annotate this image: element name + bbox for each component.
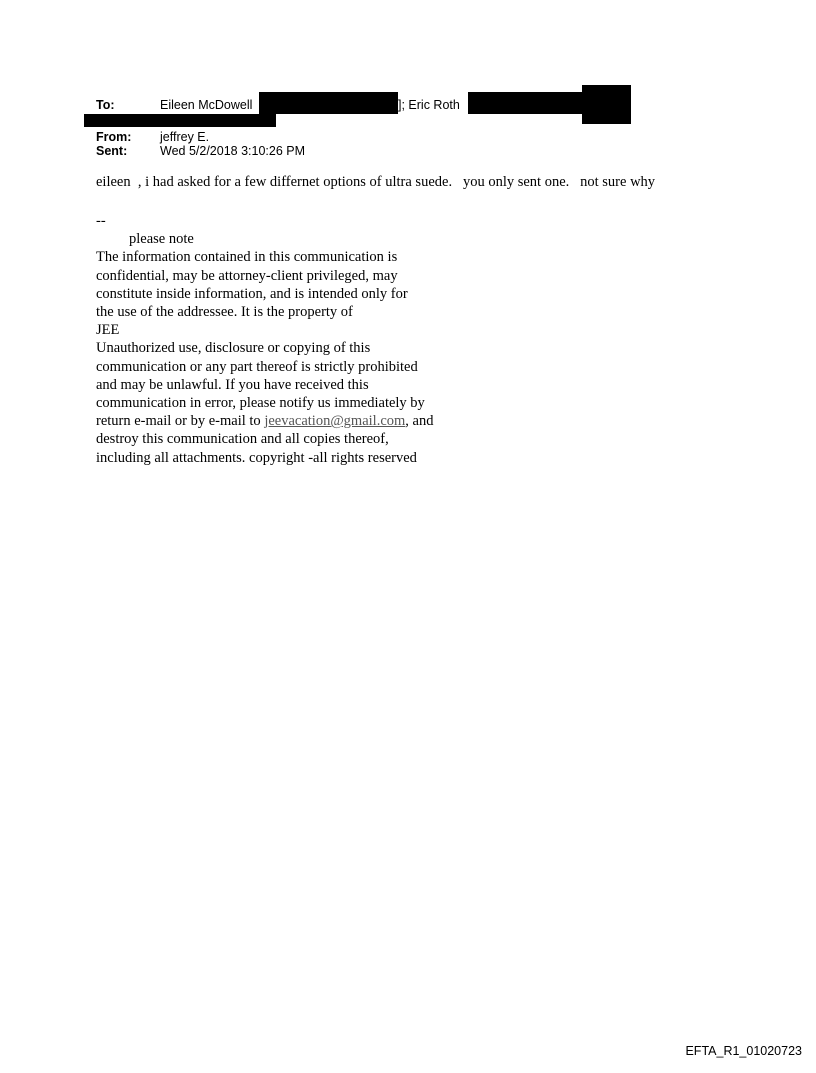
to-label: To: — [96, 98, 115, 112]
from-value: jeffrey E. — [160, 130, 210, 144]
sent-label: Sent: — [96, 144, 128, 158]
disclaimer-line: communication or any part thereof is strictly prohibited — [96, 358, 418, 375]
return-suffix: , and — [405, 413, 434, 430]
message-body: eileen , i had asked for a few differnet options of ultra suede. you only sent one. not sure why — [96, 174, 656, 190]
redaction-block — [84, 114, 276, 127]
disclaimer-line: constitute inside information, and is intended only for — [96, 285, 408, 302]
disclaimer-line: Unauthorized use, disclosure or copying of this — [96, 340, 371, 357]
disclaimer-line: communication in error, please notify us immediately by — [96, 395, 425, 412]
to-separator-recipient-2: ]; Eric Roth — [398, 98, 460, 112]
document-id: EFTA_R1_01020723 — [685, 1044, 802, 1058]
return-prefix: return e-mail or by e-mail to — [96, 413, 265, 430]
redaction-block — [582, 85, 631, 124]
disclaimer-line: and may be unlawful. If you have received this — [96, 376, 369, 393]
signature-dashes: -- — [96, 213, 106, 229]
disclaimer-line: including all attachments. copyright -all rights reserved — [96, 449, 417, 466]
signature-block — [96, 212, 433, 467]
disclaimer-line: confidential, may be attorney-client privileged, may — [96, 267, 398, 284]
to-recipient-1: Eileen McDowell — [160, 98, 253, 112]
sent-value: Wed 5/2/2018 3:10:26 PM — [160, 144, 306, 158]
email-link[interactable]: jeevacation@gmail.com — [264, 413, 406, 430]
please-note-line: please note — [129, 231, 194, 248]
disclaimer-line-with-email — [96, 412, 433, 430]
disclaimer-line: The information contained in this communication is — [96, 249, 398, 266]
disclaimer-line: the use of the addressee. It is the property of — [96, 304, 353, 321]
disclaimer-line: JEE — [96, 322, 120, 339]
disclaimer-line: destroy this communication and all copies thereof, — [96, 431, 389, 448]
redaction-block — [259, 92, 398, 114]
redaction-block — [468, 92, 583, 114]
from-label: From: — [96, 130, 132, 144]
